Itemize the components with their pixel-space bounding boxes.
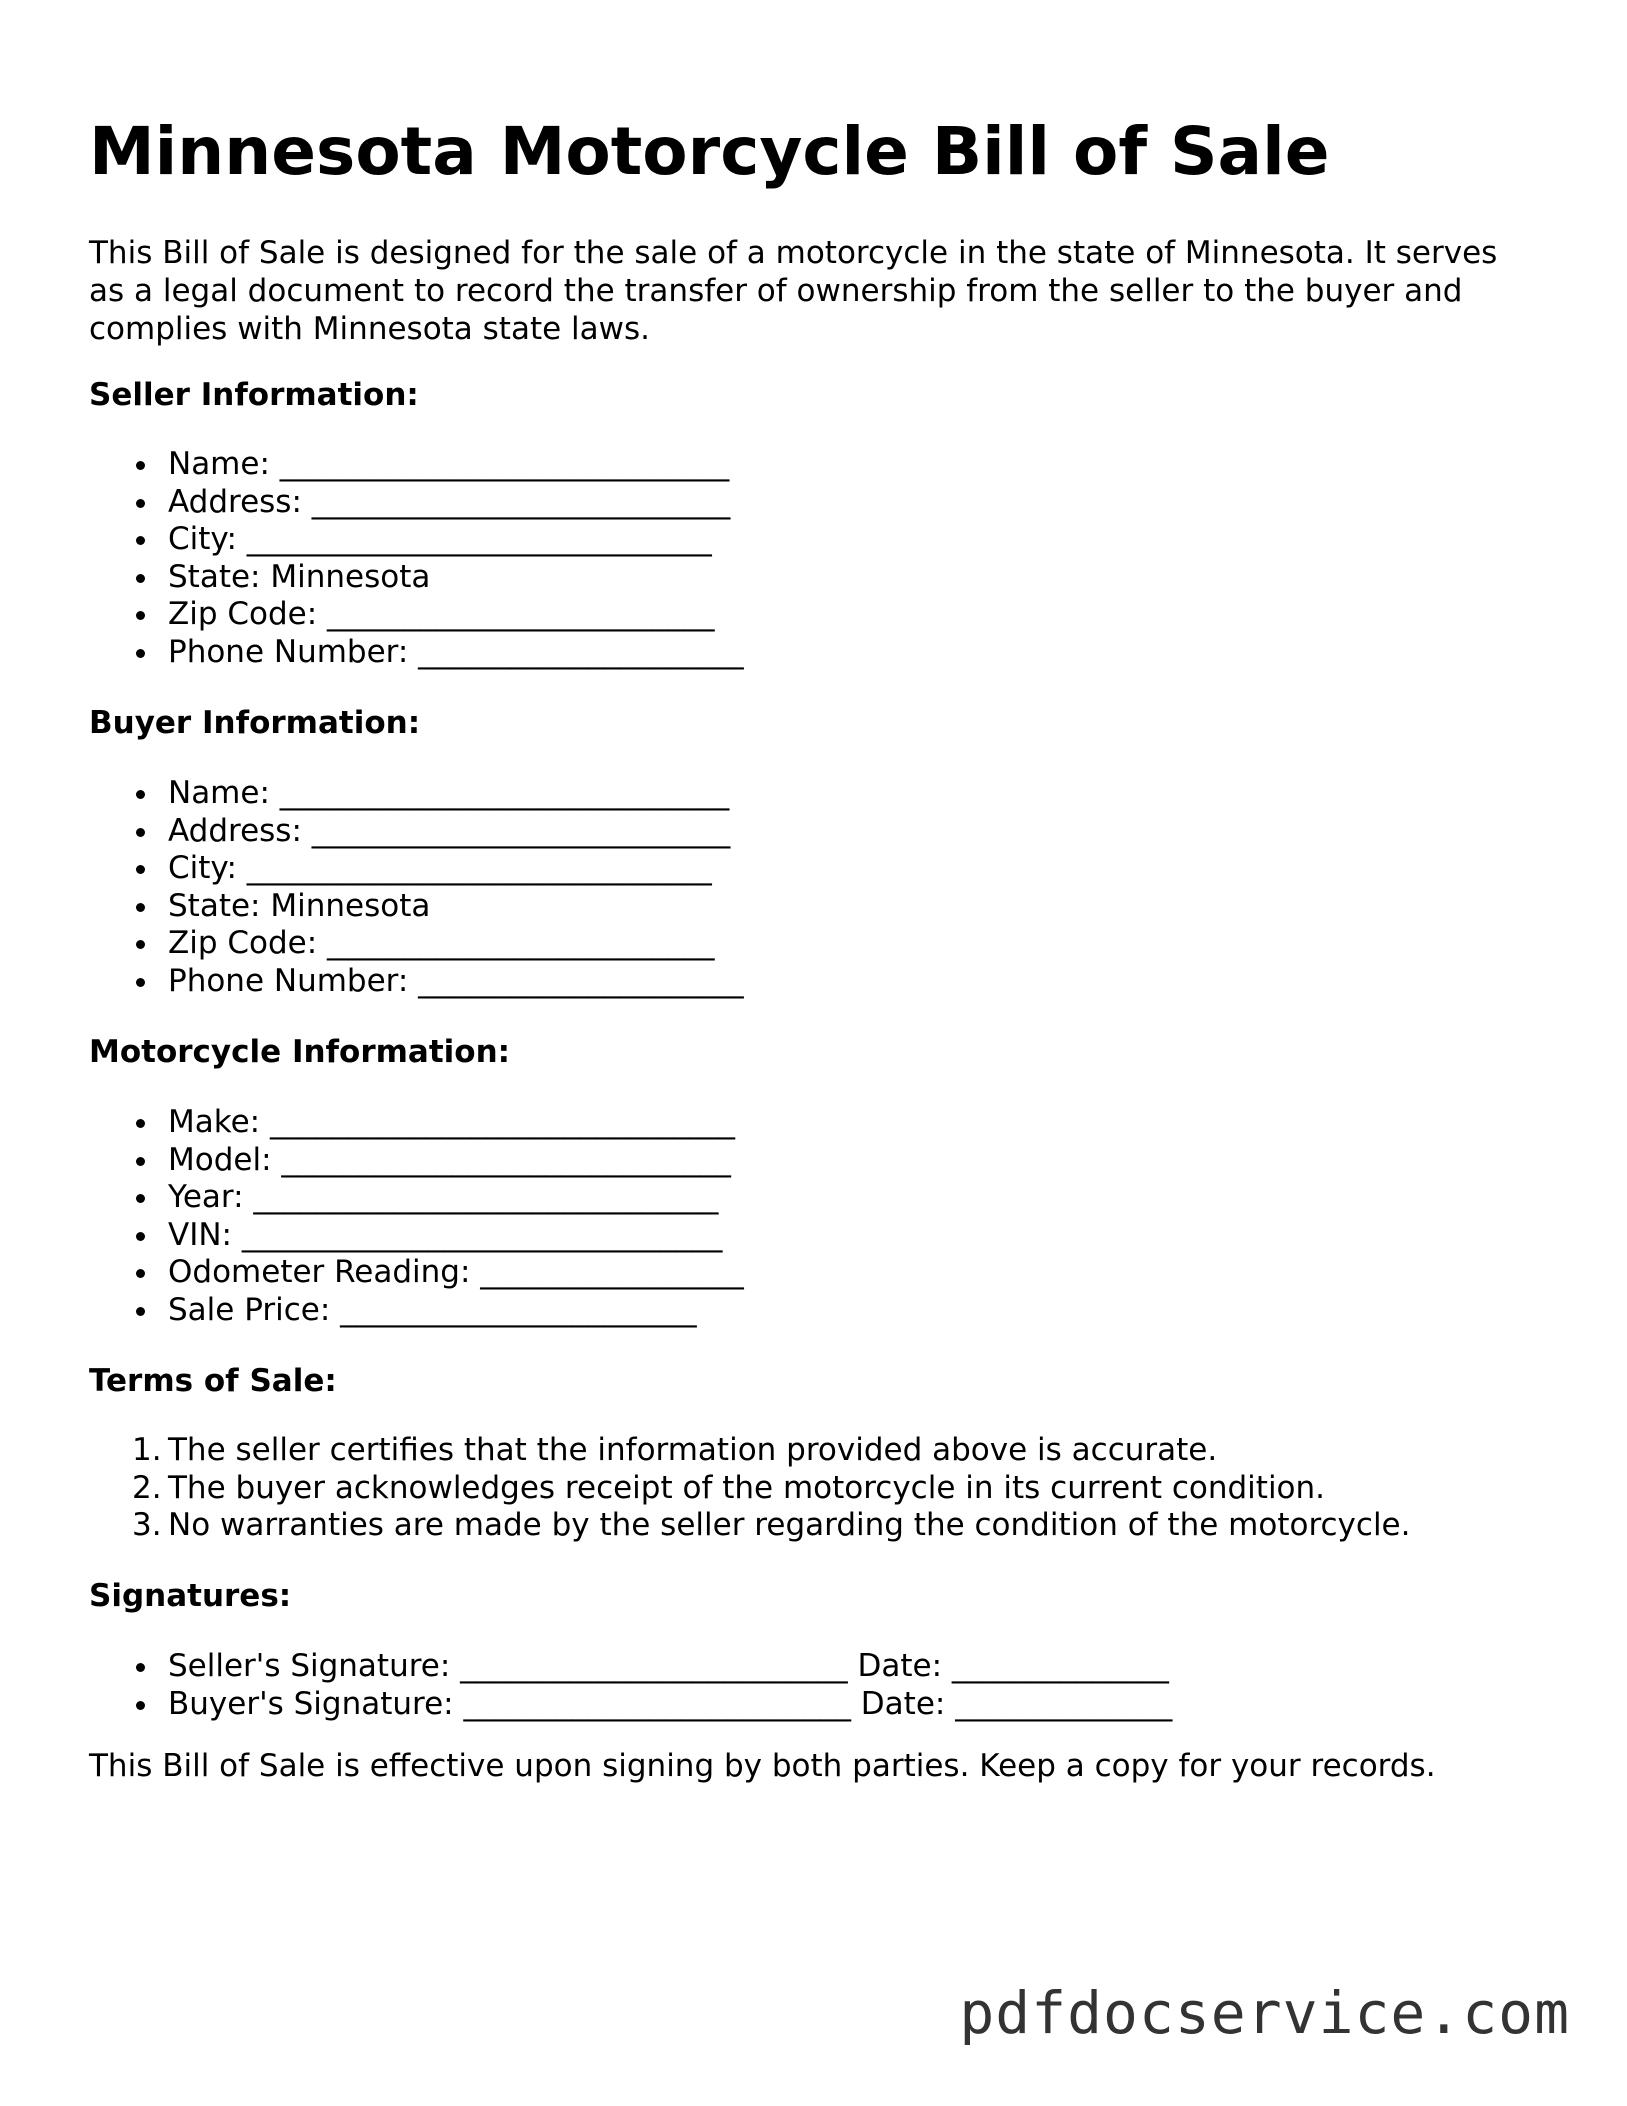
terms-item-number: 3. — [132, 1507, 162, 1544]
buyer-city-item: City: ______________________________ — [168, 850, 744, 888]
motorcycle-model-item: Model: _____________________________ — [168, 1142, 744, 1180]
motorcycle-price-item: Sale Price: _______________________ — [168, 1292, 744, 1330]
closing-note: This Bill of Sale is effective upon signing by both parties. Keep a copy for your records. — [89, 1748, 1436, 1784]
motorcycle-year-item: Year: ______________________________ — [168, 1179, 744, 1217]
watermark-text: pdfdocservice.com — [959, 1979, 1570, 2047]
terms-item-text: The seller certifies that the information provided above is accurate. — [168, 1432, 1218, 1468]
seller-address-item: Address: ___________________________ — [168, 484, 744, 522]
seller-state-item: State: Minnesota — [168, 559, 744, 597]
terms-item-text: The buyer acknowledges receipt of the motorcycle in its current condition. — [168, 1469, 1326, 1506]
intro-paragraph: This Bill of Sale is designed for the sale of a motorcycle in the state of Minnesota. It serves as a legal document to record the transfer of ownership from the seller to the buyer and complies with Minnesota state laws. — [89, 235, 1498, 347]
motorcycle-list — [168, 1104, 744, 1330]
terms-item — [132, 1432, 1410, 1470]
terms-item — [132, 1469, 1410, 1508]
terms-item-text: No warranties are made by the seller regarding the condition of the motorcycle. — [168, 1507, 1411, 1544]
terms-list — [132, 1432, 1411, 1545]
seller-zip-item: Zip Code: _________________________ — [168, 596, 744, 634]
signatures-list — [168, 1648, 1172, 1723]
buyer-address-item: Address: ___________________________ — [168, 813, 744, 851]
seller-heading: Seller Information: — [89, 377, 419, 413]
motorcycle-odometer-item: Odometer Reading: _________________ — [168, 1254, 744, 1291]
buyer-signature-item: Buyer's Signature: _________________________ Date: ______________ — [168, 1685, 1173, 1722]
buyer-zip-item: Zip Code: _________________________ — [168, 925, 744, 963]
motorcycle-make-item: Make: ______________________________ — [168, 1104, 744, 1142]
motorcycle-vin-item: VIN: _______________________________ — [168, 1217, 744, 1255]
signatures-heading: Signatures: — [89, 1578, 292, 1614]
buyer-list — [168, 775, 744, 1001]
seller-list — [168, 446, 744, 672]
seller-name-item: Name: _____________________________ — [168, 446, 744, 484]
buyer-name-item: Name: _____________________________ — [168, 775, 744, 813]
buyer-state-item: State: Minnesota — [168, 888, 744, 926]
terms-item-number: 1. — [132, 1432, 162, 1468]
seller-signature-item: Seller's Signature: _________________________ Date: ______________ — [168, 1648, 1172, 1686]
motorcycle-heading: Motorcycle Information: — [89, 1034, 511, 1070]
terms-heading: Terms of Sale: — [89, 1363, 337, 1399]
seller-city-item: City: ______________________________ — [168, 521, 744, 559]
terms-item-number: 2. — [132, 1469, 162, 1506]
buyer-heading: Buyer Information: — [89, 705, 421, 741]
terms-item — [132, 1507, 1411, 1545]
seller-phone-item: Phone Number: _____________________ — [168, 633, 744, 670]
document-title: Minnesota Motorcycle Bill of Sale — [89, 113, 1330, 190]
buyer-phone-item: Phone Number: _____________________ — [168, 962, 744, 999]
